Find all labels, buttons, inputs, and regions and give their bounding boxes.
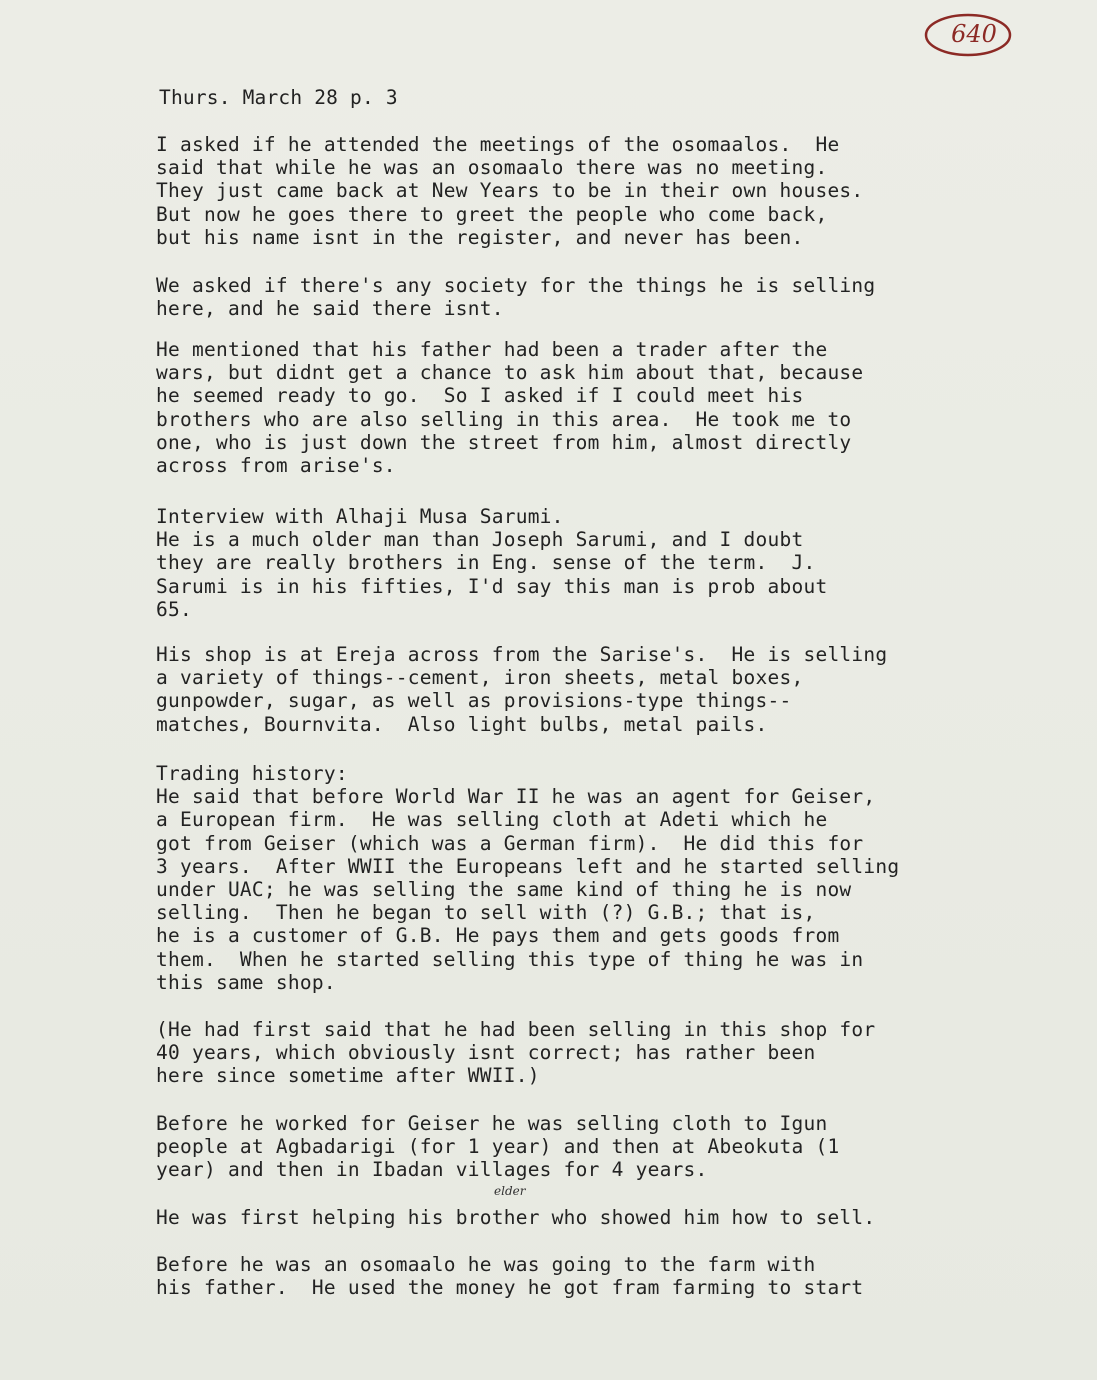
paragraph-shop: His shop is at Ereja across from the Sarise's. He is selling a variety of things--cement, iron sheets, metal boxes, gunpowder, sugar, as well as provisions-type things-- matches, Bournvita. Also light bulbs, metal pails.: [156, 643, 888, 736]
paragraph-trading-history: Trading history: He said that before World War II he was an agent for Geiser, a European firm. He was selling cloth at Adeti which he got from Geiser (which was a German firm). He did this for 3 years. After WWII the Europeans left and he started selling under UAC; he was selling the same kind of thing he is now selling. Then he began to sell with (?) G.B.; that is, he is a customer of G.B. He pays them and gets goods from them. When he started selling this type of thing he was in this same shop.: [156, 762, 900, 994]
paragraph-interview-intro: Interview with Alhaji Musa Sarumi. He is a much older man than Joseph Sarumi, and I doubt they are really brothers in Eng. sense of the term. J. Sarumi is in his fifties, I'd say this man is prob about 65.: [156, 505, 828, 621]
paragraph-farming: Before he was an osomaalo he was going to the farm with his father. He used the money he got fram farming to start: [156, 1253, 864, 1300]
paragraph-society: We asked if there's any society for the things he is selling here, and he said there isnt.: [156, 274, 876, 321]
paragraph-helping-brother: He was first helping his brother who showed him how to sell.: [156, 1206, 876, 1229]
paragraph-father-trader: He mentioned that his father had been a trader after the wars, but didnt get a chance to ask him about that, because he seemed ready to go. So I asked if I could meet his brothers who are also selling in this area. He took me to one, who is just down the street from him, almost directly across from arise's.: [156, 338, 864, 478]
paragraph-osomaalo-meetings: I asked if he attended the meetings of the osomaalos. He said that while he was an osomaalo there was no meeting. They just came back at New Years to be in their own houses. But now he goes there to greet the people who come back, but his name isnt in the register, and never has been.: [156, 133, 864, 249]
handwritten-annotation: elder: [494, 1184, 526, 1198]
page-header: Thurs. March 28 p. 3: [159, 86, 398, 109]
paragraph-before-geiser: Before he worked for Geiser he was selling cloth to Igun people at Agbadarigi (for 1 year) and then at Abeokuta (1 year) and then in Ibadan villages for 4 years.: [156, 1112, 840, 1182]
page-number-stamp: 640: [951, 20, 997, 48]
paragraph-correction-note: (He had first said that he had been selling in this shop for 40 years, which obviously isnt correct; has rather been here since sometime after WWII.): [156, 1018, 876, 1088]
